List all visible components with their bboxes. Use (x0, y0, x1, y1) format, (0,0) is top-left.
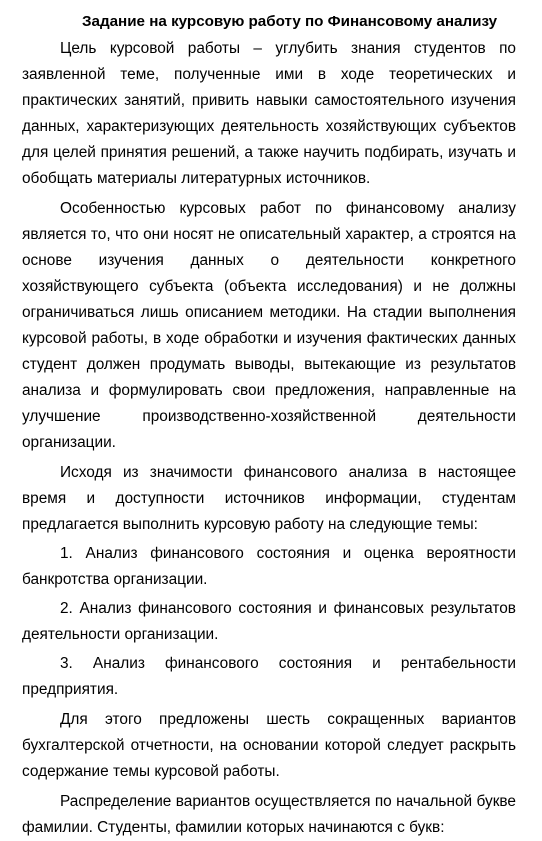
topic-item-2: 2. Анализ финансового состояния и финансовых результатов деятельности организации. (22, 600, 516, 643)
topic-item-3: 3. Анализ финансового состояния и рентабельности предприятия. (22, 655, 516, 698)
document-title: Задание на курсовую работу по Финансовому анализу (82, 13, 498, 30)
paragraph-topics-intro: Исходя из значимости финансового анализа в настоящее время и доступности источников информации, студентам предлагается выполнить курсовую работу на следующие темы: (22, 464, 516, 533)
paragraph-purpose: Цель курсовой работы – углубить знания студентов по заявленной теме, полученные ими в ходе теоретических и практических занятий, привить навыки самостоятельного изучения данных, характеризующих деятельность хозяйствующих субъектов для целей принятия решений, а также научить подбирать, изучать и обобщать материалы литературных источников. (22, 40, 516, 187)
document-page (22, 10, 516, 841)
paragraph-variants: Для этого предложены шесть сокращенных вариантов бухгалтерской отчетности, на основании которой следует раскрыть содержание темы курсовой работы. (22, 711, 516, 780)
paragraph-distribution: Распределение вариантов осуществляется по начальной букве фамилии. Студенты, фамилии которых начинаются с букв: (22, 793, 516, 836)
paragraph-features: Особенностью курсовых работ по финансовому анализу является то, что они носят не описательный характер, а строятся на основе изучения данных о деятельности конкретного хозяйствующего субъекта (объекта исследования) и не должны ограничиваться лишь описанием методики. На стадии выполнения курсовой работы, в ходе обработки и изучения фактических данных студент должен продумать выводы, вытекающие из результатов анализа и формулировать свои предложения, направленные на улучшение производственно-хозяйственной деятельности организации. (22, 200, 516, 451)
topic-item-1: 1. Анализ финансового состояния и оценка вероятности банкротства организации. (22, 545, 516, 588)
